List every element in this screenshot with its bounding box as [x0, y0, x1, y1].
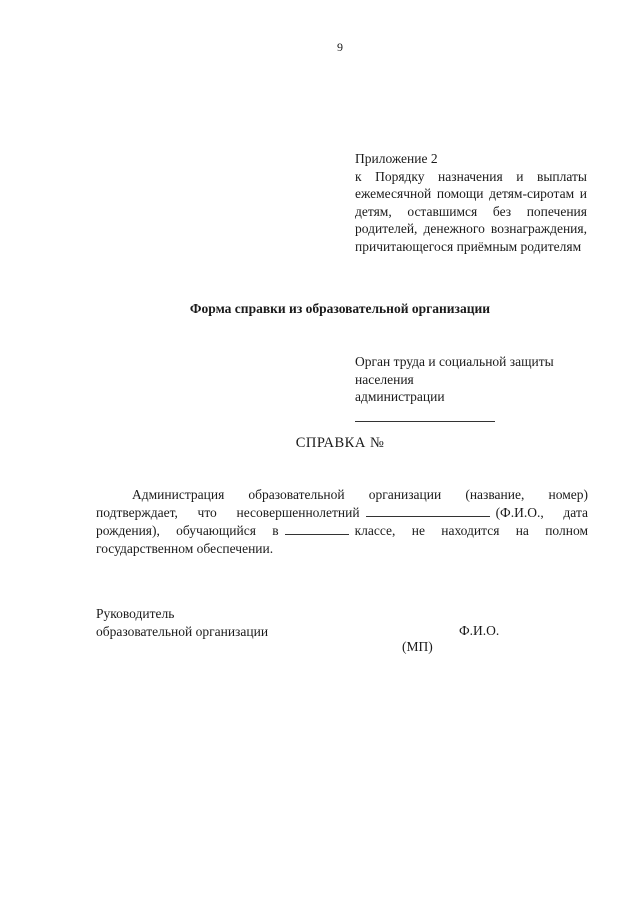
- recipient-line-3: администрации: [355, 389, 445, 404]
- recipient-line-2: населения: [355, 371, 414, 387]
- appendix-title: Приложение 2: [355, 151, 438, 166]
- position-line-2: образовательной организации: [96, 624, 269, 639]
- signature-fio: Ф.И.О.: [459, 623, 500, 638]
- certificate-body: [96, 486, 588, 558]
- recipient-blank-line: [355, 406, 495, 422]
- appendix-block: [355, 150, 587, 255]
- seal-placeholder: (МП): [402, 639, 433, 654]
- signature-position: [96, 605, 268, 641]
- recipient-line-1: Орган труда и социальной защиты: [355, 354, 554, 369]
- body-text-part-3: классе, не находится на полном государственном обеспечении.: [96, 523, 589, 556]
- position-line-1: Руководитель: [96, 606, 175, 621]
- appendix-description: к Порядку назначения и выплаты ежемесячной помощи детям-сиротам и детям, оставшимся без попечения родителей, денежного вознаграждения, причитающегося приёмным родителям: [355, 168, 587, 254]
- body-text-part-1: Администрация образовательной организации (название, номер) подтверждает, что несовершеннолетний: [96, 487, 588, 520]
- page-number: 9: [337, 40, 343, 54]
- body-text-part-2: (Ф.И.О., дата рождения), обучающийся в: [96, 505, 588, 538]
- certificate-heading: СПРАВКА №: [295, 435, 385, 451]
- recipient-block: [355, 353, 587, 422]
- name-blank-line: [366, 504, 490, 517]
- class-blank-line: [285, 522, 349, 535]
- form-title: Форма справки из образовательной организации: [189, 301, 491, 316]
